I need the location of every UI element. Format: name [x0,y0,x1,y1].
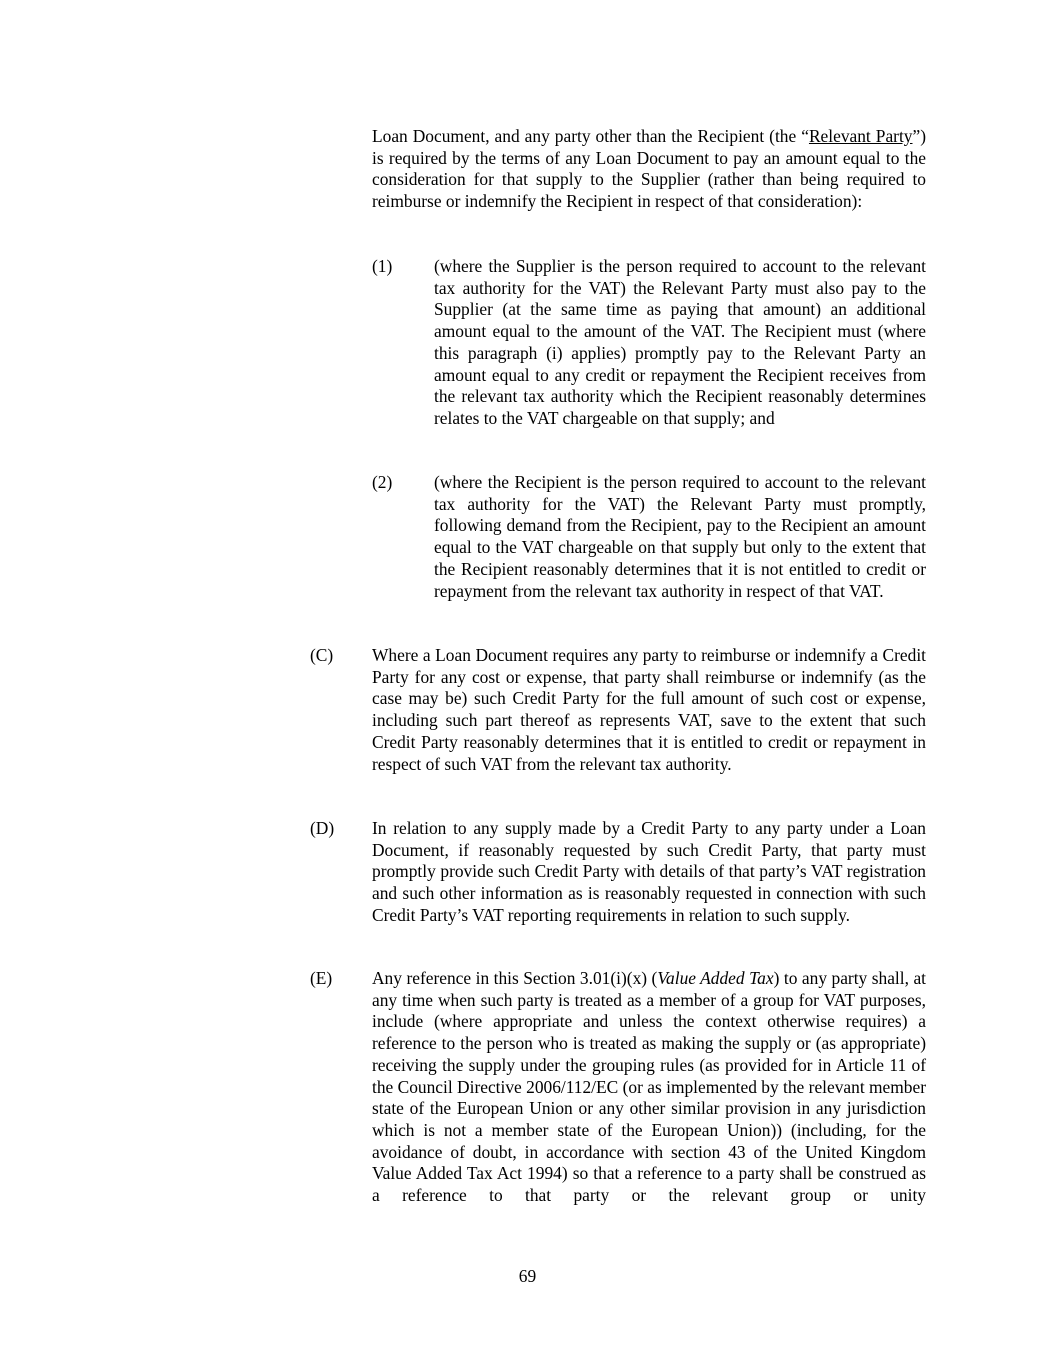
item-text-d: In relation to any supply made by a Credit Party to any party under a Loan Document, if reasonably requested by such Credit Party, that party must promptly provide such Credit Party with details of that party’s VAT registration and such other information as is reasonably requested in connection with such Credit Party’s VAT reporting requirements in relation to such supply. [372,818,926,925]
item-marker-d: (D) [310,818,335,838]
intro-text-start: Loan Document, and any party other than the Recipient (the “ [372,126,809,146]
item-text-c: Where a Loan Document requires any party to reimburse or indemnify a Credit Party for any cost or expense, that party shall reimburse or indemnify (as the case may be) such Credit Party for the full amount of such cost or expense, including such part thereof as represents VAT, save to the extent that such Credit Party reasonably determines that it is entitled to credit or repayment in respect of such VAT from the relevant tax authority. [372,645,926,774]
item-marker-c: (C) [310,645,334,665]
item-e-text-end: ) to any party shall, at any time when such party is treated as a member of a group for VAT purposes, include (where appropriate and unless the context otherwise requires) a reference to the person who is treated as making the supply or (as appropriate) receiving the supply under the grouping rules (as provided for in Article 11 of the Council Directive 2006/112/EC (or as implemented by the relevant member state of the European Union or any other similar provision in any jurisdiction which is not a member state of the European Union)) (including, for the avoidance of doubt, in accordance with section 43 of the United Kingdom Value Added Tax Act 1994) so that a reference to a party shall be construed as a reference to that party or the relevant group or unity [372,968,926,1206]
intro-text-end: ”) is required by the terms of any Loan Document to pay an amount equal to the consideration for that supply to the Supplier (rather than being required to reimburse or indemnify the Recipient in respect of that consideration): [372,126,927,212]
sub-item-marker-2: (2) [372,472,393,492]
sub-item-text-2: (where the Recipient is the person required to account to the relevant tax authority for the VAT) the Relevant Party must promptly, following demand from the Recipient, pay to the Recipient an amount equal to the VAT chargeable on that supply but only to the extent that the Recipient reasonably determines that it is not entitled to credit or repayment from the relevant tax authority in respect of that VAT. [434,472,926,601]
page-number: 69 [518,1266,537,1286]
defined-term-relevant-party: Relevant Party [808,126,913,146]
item-marker-e: (E) [310,968,333,988]
sub-item-marker-1: (1) [372,256,393,276]
intro-paragraph [372,126,926,213]
section-title-value-added-tax: Value Added Tax [657,968,774,988]
item-e-text-start: Any reference in this Section 3.01(i)(x) ( [372,968,658,988]
item-text-e [372,968,926,1207]
sub-item-text-1: (where the Supplier is the person required to account to the relevant tax authority for the VAT) the Relevant Party must also pay to the Supplier (at the same time as paying that amount) an additional amount equal to the amount of the VAT. The Recipient must (where this paragraph (i) applies) promptly pay to the Relevant Party an amount equal to any credit or repayment the Recipient receives from the relevant tax authority which the Recipient reasonably determines relates to the VAT chargeable on that supply; and [434,256,926,428]
